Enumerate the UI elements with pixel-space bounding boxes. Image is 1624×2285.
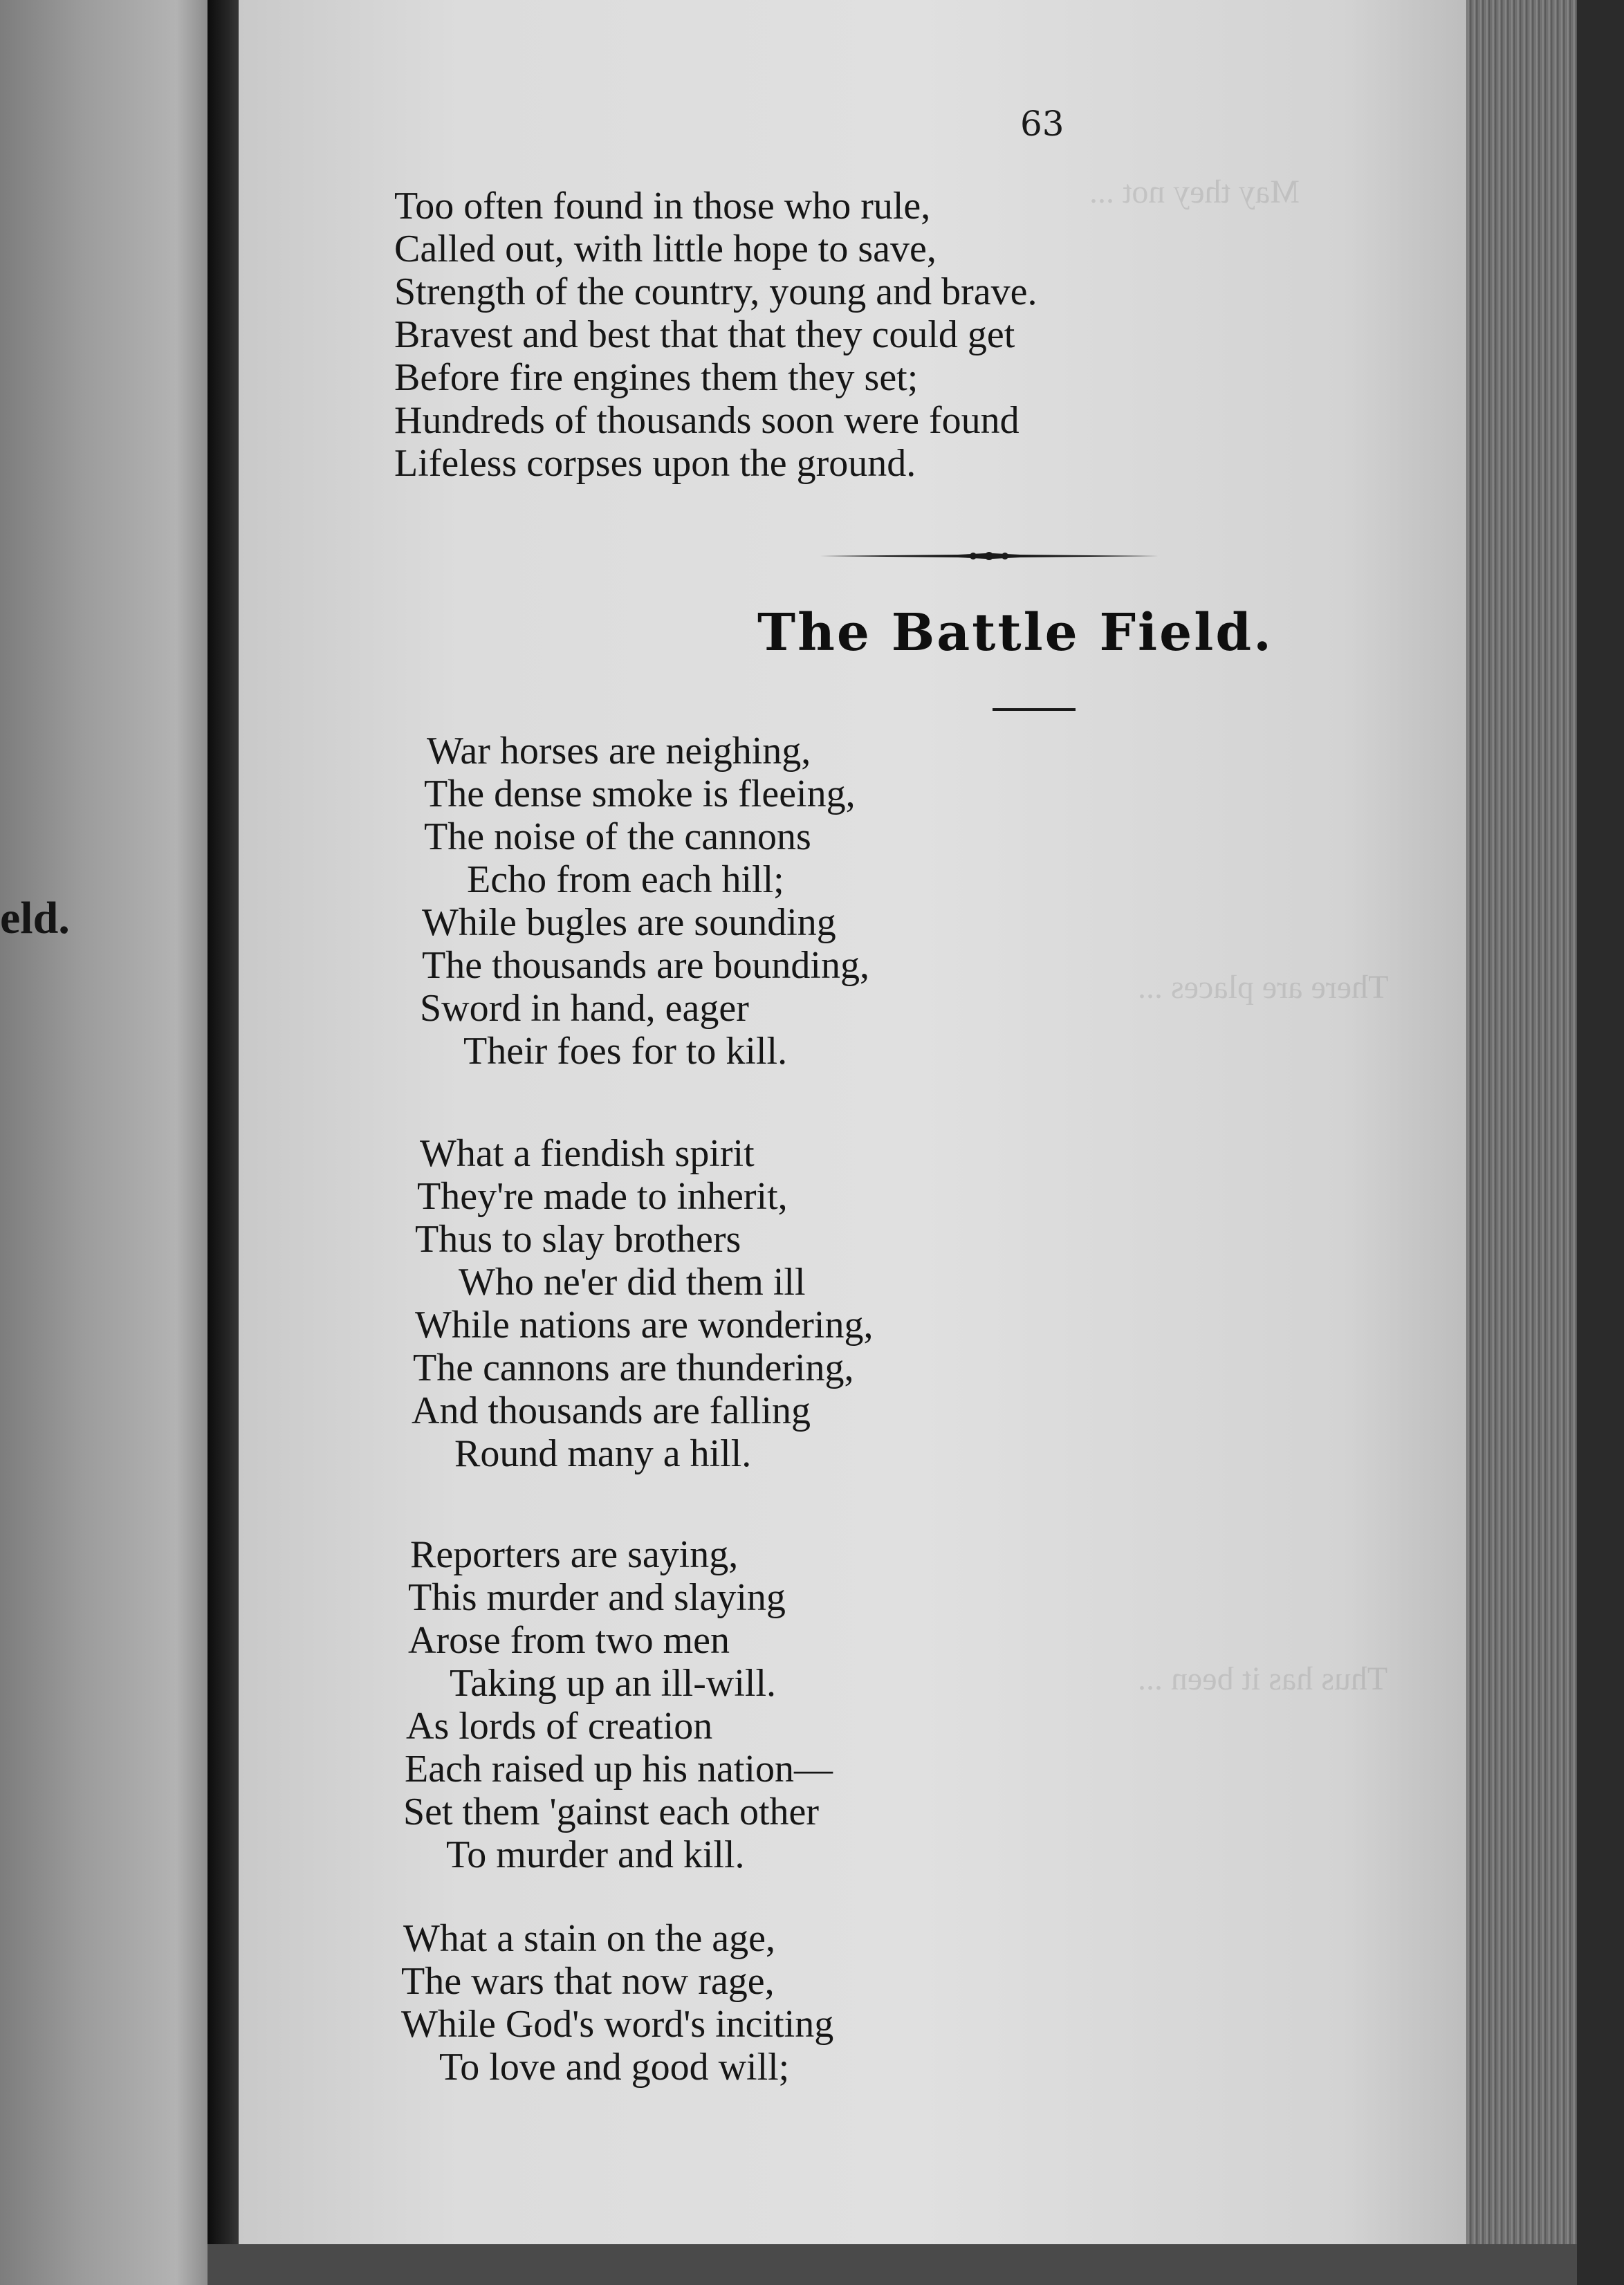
scan-border [1577, 0, 1624, 2285]
poem-line: Sword in hand, eager [420, 987, 749, 1030]
show-through-text: Thus has it been ... [1138, 1660, 1388, 1697]
poem-line: Round many a hill. [454, 1432, 752, 1475]
poem-line: What a fiendish spirit [420, 1132, 755, 1175]
poem-line: To murder and kill. [446, 1833, 745, 1876]
poem-line: Thus to slay brothers [415, 1218, 741, 1261]
poem-line: While God's word's inciting [401, 2003, 834, 2046]
poem-line: Set them 'gainst each other [403, 1791, 820, 1833]
book-page [239, 0, 1466, 2244]
poem-line: Who ne'er did them ill [459, 1261, 806, 1304]
poem-line: While bugles are sounding [422, 901, 836, 944]
poem-line: Each raised up his nation— [405, 1748, 833, 1791]
previous-page-heading-fragment: eld. [0, 893, 70, 943]
poem-line: Strength of the country, young and brave. [394, 270, 1037, 313]
poem-line: War horses are neighing, [427, 730, 811, 773]
poem-title: The Battle Field. [757, 603, 1273, 663]
poem-line: And thousands are falling [412, 1389, 811, 1432]
show-through-text: May they not ... [1089, 174, 1300, 210]
poem-line: Bravest and best that that they could get [394, 313, 1015, 356]
poem-line: The noise of the cannons [424, 815, 811, 858]
poem-line: This murder and slaying [408, 1576, 786, 1619]
page-number: 63 [1020, 104, 1064, 144]
poem-line: Their foes for to kill. [463, 1030, 788, 1073]
poem-line: The cannons are thundering, [413, 1347, 854, 1389]
poem-line: Echo from each hill; [467, 858, 784, 901]
poem-line: As lords of creation [406, 1705, 713, 1748]
title-underline [993, 708, 1076, 711]
previous-page [0, 0, 207, 2285]
poem-line: To love and good will; [439, 2046, 790, 2089]
poem-line: Before fire engines them they set; [394, 356, 919, 399]
poem-line: Called out, with little hope to save, [394, 228, 936, 270]
poem-line: Too often found in those who rule, [394, 185, 931, 228]
poem-line: Hundreds of thousands soon were found [394, 399, 1019, 442]
poem-line: Taking up an ill-will. [450, 1662, 777, 1705]
poem-line: While nations are wondering, [415, 1304, 874, 1347]
poem-line: Reporters are saying, [410, 1533, 739, 1576]
poem-line: Lifeless corpses upon the ground. [394, 442, 916, 485]
scan-border [207, 2244, 1577, 2285]
poem-line: What a stain on the age, [403, 1917, 776, 1960]
poem-line: The dense smoke is fleeing, [424, 773, 856, 815]
ornamental-rule [820, 551, 1159, 562]
show-through-text: There are places ... [1138, 969, 1389, 1006]
page-stack-edge [1466, 0, 1577, 2285]
poem-line: Arose from two men [408, 1619, 730, 1662]
poem-line: The wars that now rage, [401, 1960, 775, 2003]
book-gutter [207, 0, 242, 2285]
poem-line: The thousands are bounding, [422, 944, 869, 987]
poem-line: They're made to inherit, [417, 1175, 788, 1218]
